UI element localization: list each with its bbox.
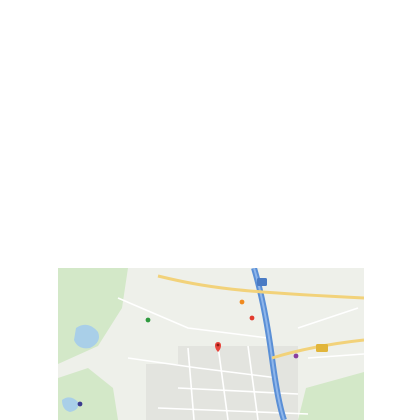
road-number-badge bbox=[257, 278, 267, 286]
restaurant-marker bbox=[240, 300, 245, 305]
map-graphic bbox=[58, 268, 364, 420]
beach-marker bbox=[78, 402, 83, 407]
location-map[interactable] bbox=[58, 268, 364, 420]
store-marker bbox=[250, 316, 255, 321]
green-marker bbox=[146, 318, 151, 323]
shop-marker bbox=[294, 354, 299, 359]
road-number-badge bbox=[316, 344, 328, 352]
